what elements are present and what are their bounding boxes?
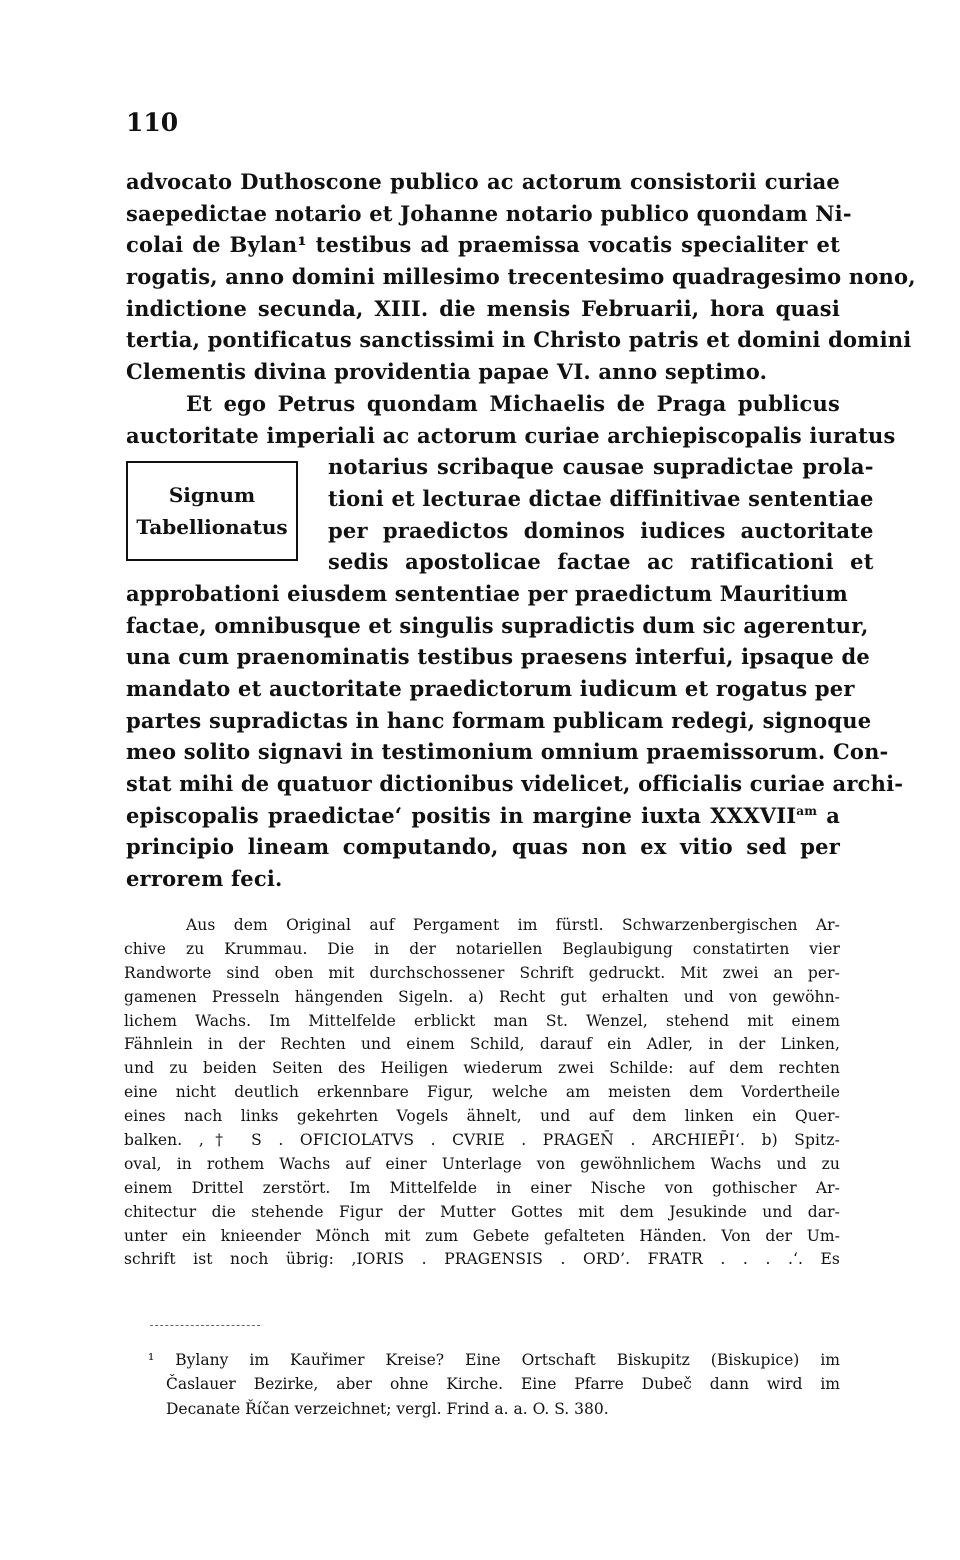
page-number: 110 bbox=[126, 108, 179, 137]
text-line: tioni et lecturae dictae diffinitivae sententiae bbox=[328, 485, 874, 511]
text-line: factae, omnibusque et singulis supradictis dum sic agerentur, bbox=[126, 612, 869, 638]
note-line: Aus dem Original auf Pergament im fürstl. Schwarzenbergischen Ar- bbox=[186, 916, 840, 934]
footnote-separator bbox=[150, 1325, 260, 1326]
text-segment: episcopalis praedictae‘ positis in margine iuxta XXXVII bbox=[126, 802, 797, 828]
roman-superscript: am bbox=[796, 803, 818, 818]
note-line: chitectur die stehende Figur der Mutter Gottes mit dem Jesukinde und dar- bbox=[124, 1202, 840, 1221]
text-line: tertia, pontificatus sanctissimi in Christo patris et domini domini bbox=[126, 327, 912, 353]
text-line: notarius scribaque causae supradictae prola- bbox=[328, 454, 874, 480]
text-line: indictione secunda, XIII. die mensis Februarii, hora quasi bbox=[126, 295, 840, 321]
text-line: una cum praenominatis testibus praesens interfui, ipsaque de bbox=[126, 644, 870, 670]
note-line: unter ein knieender Mönch mit zum Gebete gefalteten Händen. Von der Um- bbox=[124, 1226, 840, 1245]
signum-paragraph bbox=[126, 451, 874, 578]
note-line: oval, in rothem Wachs auf einer Unterlage von gewöhnlichem Wachs und zu bbox=[124, 1154, 840, 1173]
text-line: stat mihi de quatuor dictionibus videlicet, officialis curiae archi- bbox=[126, 771, 904, 797]
text-line: Clementis divina providentia papae VI. anno septimo. bbox=[126, 359, 768, 385]
note-line: eines nach links gekehrten Vogels ähnelt, und auf dem linken ein Quer- bbox=[124, 1107, 840, 1126]
note-line: gamenen Presseln hängenden Sigeln. a) Recht gut erhalten und von gewöhn- bbox=[124, 987, 840, 1006]
footnote bbox=[148, 1348, 840, 1421]
text-line-with-roman-numeral bbox=[126, 800, 840, 832]
archival-note bbox=[124, 914, 840, 1272]
text-line: colai de Bylan¹ testibus ad praemissa vocatis specialiter et bbox=[126, 232, 840, 258]
text-line: principio lineam computando, quas non ex vitio sed per bbox=[126, 834, 840, 860]
text-line: rogatis, anno domini millesimo trecentesimo quadragesimo nono, bbox=[126, 264, 916, 290]
footnote-line: ¹ Bylany im Kauřimer Kreise? Eine Ortschaft Biskupitz (Biskupice) im bbox=[148, 1351, 840, 1369]
text-line: advocato Duthoscone publico ac actorum consistorii curiae bbox=[126, 169, 840, 194]
main-text bbox=[126, 166, 916, 895]
footnote-line: Časlauer Bezirke, aber ohne Kirche. Eine Pfarre Dubeč dann wird im bbox=[166, 1375, 840, 1394]
text-segment: a bbox=[817, 802, 840, 828]
signum-tabellionatus-box bbox=[126, 461, 298, 561]
signum-side-text bbox=[328, 451, 874, 578]
text-line: meo solito signavi in testimonium omnium praemissorum. Con- bbox=[126, 739, 889, 765]
note-line: und zu beiden Seiten des Heiligen wiederum zwei Schilde: auf dem rechten bbox=[124, 1059, 840, 1078]
note-line: Fähnlein in der Rechten und einem Schild, darauf ein Adler, in der Linken, bbox=[124, 1035, 840, 1054]
note-line: eine nicht deutlich erkennbare Figur, welche am meisten dem Vordertheile bbox=[124, 1083, 840, 1102]
footnote-line: Decanate Říčan verzeichnet; vergl. Frind a. a. O. S. 380. bbox=[166, 1399, 609, 1418]
text-line: mandato et auctoritate praedictorum iudicum et rogatus per bbox=[126, 676, 855, 701]
text-line: Et ego Petrus quondam Michaelis de Praga publicus bbox=[186, 390, 840, 416]
text-line: partes supradictas in hanc formam publicam redegi, signoque bbox=[126, 707, 872, 733]
tabellionatus-label: Tabellionatus bbox=[136, 515, 288, 540]
note-line: einem Drittel zerstört. Im Mittelfelde in einer Nische von gothischer Ar- bbox=[124, 1178, 840, 1197]
text-line: per praedictos dominos iudices auctoritate bbox=[328, 517, 874, 543]
note-line: chive zu Krummau. Die in der notariellen Beglaubigung constatirten vier bbox=[124, 939, 840, 958]
text-line: saepedictae notario et Johanne notario publico quondam Ni- bbox=[126, 200, 852, 226]
text-line: auctoritate imperiali ac actorum curiae archiepiscopalis iuratus bbox=[126, 422, 896, 448]
signum-label: Signum bbox=[168, 483, 256, 508]
note-line: lichem Wachs. Im Mittelfelde erblickt man St. Wenzel, stehend mit einem bbox=[124, 1011, 840, 1030]
text-line: sedis apostolicae factae ac ratificationi et bbox=[328, 549, 874, 575]
note-line: Randworte sind oben mit durchschossener Schrift gedruckt. Mit zwei an per- bbox=[124, 963, 840, 982]
note-line: balken. ‚† S . OFICIOLATVS . CVRIE . PRAGEN̄ . ARCHIEP̄I‘. b) Spitz- bbox=[124, 1131, 840, 1150]
text-line: errorem feci. bbox=[126, 866, 283, 892]
note-line: schrift ist noch übrig: ‚IORIS . PRAGENSIS . ORD’. FRATR . . . .‘. Es bbox=[124, 1250, 840, 1269]
text-line: approbationi eiusdem sententiae per praedictum Mauritium bbox=[126, 580, 848, 606]
